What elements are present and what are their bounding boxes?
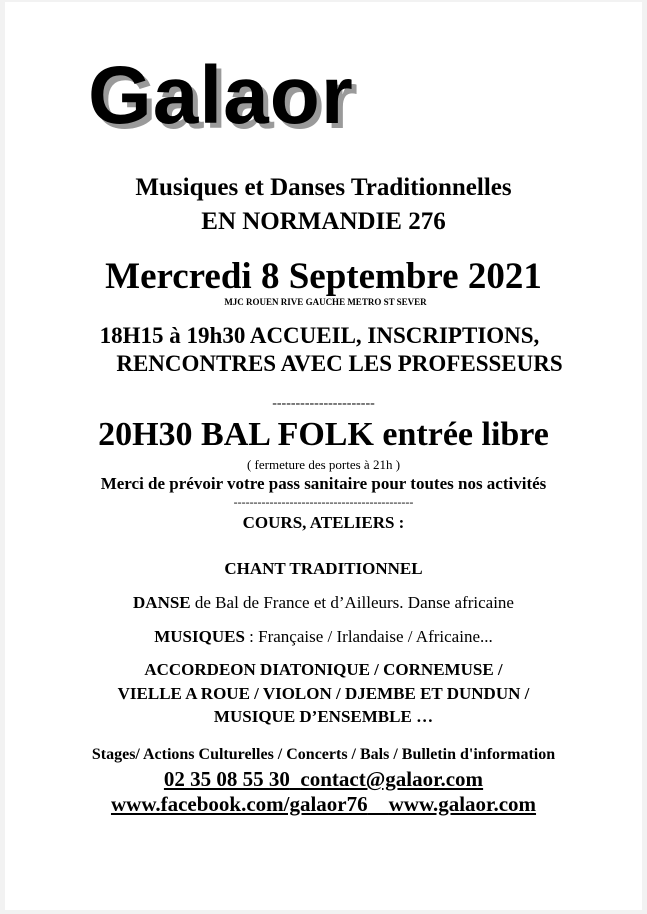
separator-top: ---------------------- xyxy=(272,396,375,411)
welcome-line2: RENCONTRES AVEC LES PROFESSEURS xyxy=(116,351,563,376)
galaor-logo: Galaor xyxy=(88,50,354,141)
musiques-label: MUSIQUES xyxy=(154,627,245,646)
phone-number: 02 35 08 55 30 xyxy=(163,767,290,791)
bal-title: 20H30 BAL FOLK entrée libre xyxy=(98,416,549,453)
welcome-line1: 18H15 à 19h30 ACCUEIL, INSCRIPTIONS, xyxy=(99,323,540,348)
danse-text: de Bal de France et d’Ailleurs. Danse africaine xyxy=(190,593,514,612)
instruments-line3: MUSIQUE D’ENSEMBLE … xyxy=(213,707,434,726)
website-link[interactable]: www.galaor.com xyxy=(388,792,537,816)
separator-bottom: --------------------------------------------- xyxy=(233,495,414,509)
courses-heading: COURS, ATELIERS : xyxy=(242,513,405,532)
instruments-line2: VIELLE A ROUE / VIOLON / DJEMBE ET DUNDUN / xyxy=(117,684,530,703)
course-musiques xyxy=(0,627,647,647)
web-links-line xyxy=(0,792,647,817)
instruments-line1: ACCORDEON DIATONIQUE / CORNEMUSE / xyxy=(144,660,503,679)
sanitary-pass-note: Merci de prévoir votre pass sanitaire pour toutes nos activités xyxy=(100,474,547,493)
course-danse xyxy=(0,593,647,613)
subtitle-line2: EN NORMANDIE 276 xyxy=(201,208,446,235)
contact-line xyxy=(0,767,647,792)
email-link[interactable]: contact@galaor.com xyxy=(300,767,484,791)
bal-door-note: ( fermeture des portes à 21h ) xyxy=(246,457,401,472)
musiques-text: : Française / Irlandaise / Africaine... xyxy=(244,627,493,646)
subtitle-line1: Musiques et Danses Traditionnelles xyxy=(135,174,512,201)
event-date: Mercredi 8 Septembre 2021 xyxy=(105,256,542,297)
facebook-link[interactable]: www.facebook.com/galaor76 xyxy=(110,792,368,816)
venue-info: MJC ROUEN RIVE GAUCHE METRO ST SEVER xyxy=(224,297,427,307)
course-chant: CHANT TRADITIONNEL xyxy=(224,559,423,578)
danse-label: DANSE xyxy=(133,593,191,612)
activities-line: Stages/ Actions Culturelles / Concerts / Bals / Bulletin d'information xyxy=(91,746,556,763)
